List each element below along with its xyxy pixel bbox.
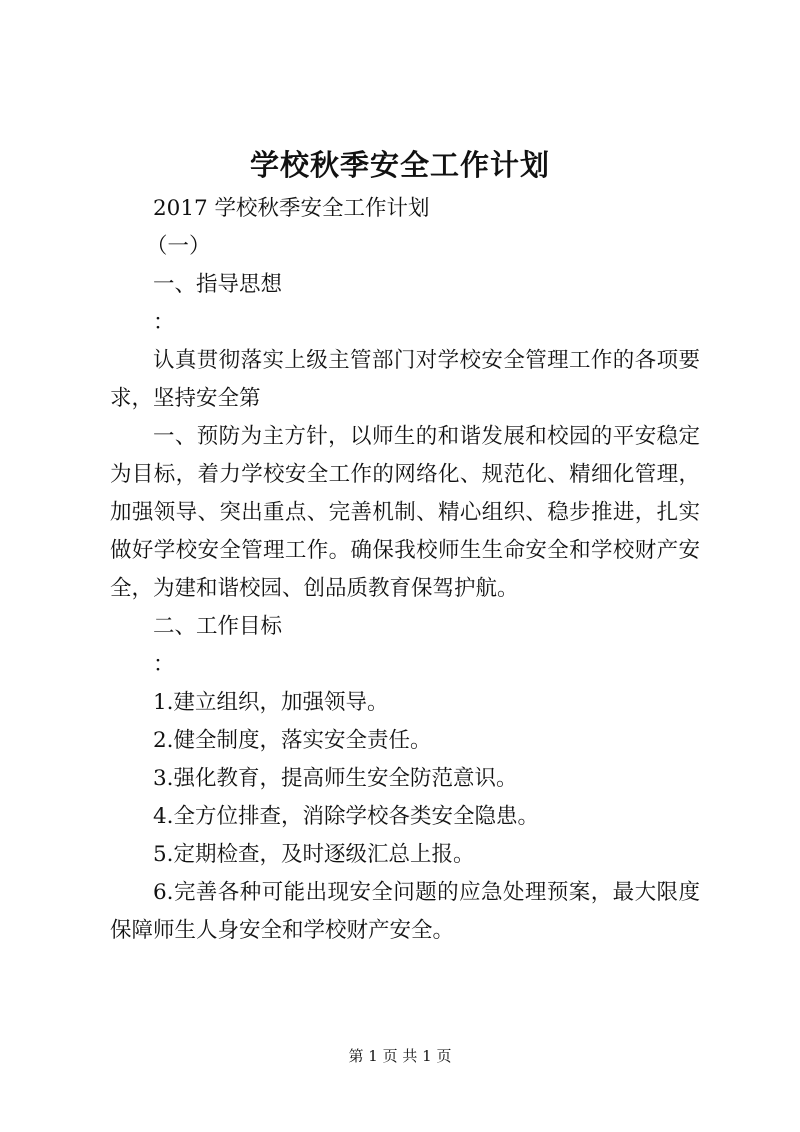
list-item-goal-6: 6.完善各种可能出现安全问题的应急处理预案，最大限度保障师生人身安全和学校财产安全。 [110,880,700,943]
paragraph-subtitle: 2017 学校秋季安全工作计划 [153,196,430,221]
list-item-goal-3: 3.强化教育，提高师生安全防范意识。 [153,766,518,791]
paragraph-prevention-policy: 一、预防为主方针，以师生的和谐发展和校园的平安稳定为目标，着力学校安全工作的网络化、规范化、精细化管理，加强领导、突出重点、完善机制、精心组织、稳步推进，扎实做好学校安全管理工作。确保我校师生生命安全和学校财产安全，为建和谐校园、创品质教育保驾护航。 [110,424,700,601]
list-item-goal-4: 4.全方位排查，消除学校各类安全隐患。 [153,804,540,829]
paragraph-requirements: 认真贯彻落实上级主管部门对学校安全管理工作的各项要求，坚持安全第 [110,348,700,411]
heading-work-goals: 二、工作目标 [153,614,283,639]
list-item-goal-5: 5.定期检查，及时逐级汇总上报。 [153,842,475,867]
paragraph-part-number: （一） [146,234,211,259]
page-footer: 第 1 页 共 1 页 [348,1047,452,1065]
document-title: 学校秋季安全工作计划 [249,148,550,182]
list-item-goal-2: 2.健全制度，落实安全责任。 [153,728,432,753]
list-item-goal-1: 1.建立组织，加强领导。 [153,690,389,715]
document-body [110,190,700,950]
heading-guiding-ideology: 一、指导思想 [153,272,283,297]
paragraph-colon-1: ： [153,310,175,335]
paragraph-colon-2: ： [153,652,175,677]
